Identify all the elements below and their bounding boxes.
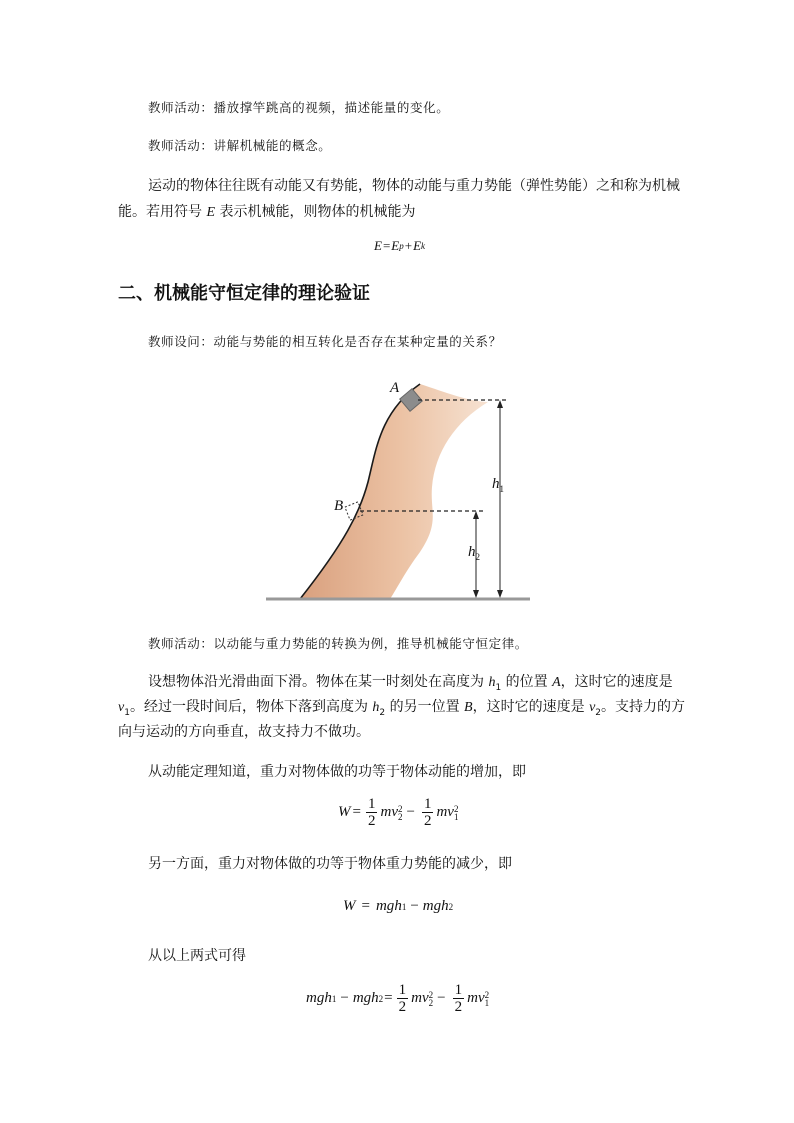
- paragraph-setup-line1: 设想物体沿光滑曲面下滑。物体在某一时刻处在高度为 $h_1$ 的位置 A，这时它的速度是: [148, 674, 673, 693]
- paragraph-definition-line2: 能。若用符号 E 表示机械能，则物体的机械能为: [118, 204, 416, 220]
- label-A: A: [390, 380, 400, 396]
- teacher-activity-concept: 教师活动：讲解机械能的概念。: [148, 138, 332, 153]
- equation-work-potential: W = mg h 1 − mg h 2: [343, 898, 454, 914]
- paragraph-setup-line2: $v_1$。经过一段时间后，物体下落到高度为 $h_2$ 的另一位置 B，这时它的速度是 $v_2$。支持力的方: [118, 699, 686, 718]
- h2-arrow-top: [473, 511, 479, 519]
- equation-work-kinetic: W = $\frac{1}{2}$ m v 2 2 − $\frac{1}{2}$ m v 2 1: [338, 796, 459, 829]
- slope-figure: [260, 372, 540, 608]
- teacher-question: 教师设问：动能与势能的相互转化是否存在某种定量的关系？: [148, 334, 502, 349]
- paragraph-kinetic-theorem: 从动能定理知道，重力对物体做的功等于物体动能的增加，即: [148, 764, 526, 780]
- label-h2: $h_2$: [468, 544, 480, 562]
- h1-arrow-top: [497, 400, 503, 408]
- slope-body: [300, 384, 488, 599]
- label-B: B: [334, 498, 344, 514]
- paragraph-potential-decrease: 另一方面，重力对物体做的功等于物体重力势能的减少，即: [148, 856, 512, 872]
- paragraph-setup-line3: 向与运动的方向垂直，故支持力不做功。: [118, 724, 370, 740]
- teacher-activity-derive: 教师活动：以动能与重力势能的转换为例，推导机械能守恒定律。: [148, 636, 528, 651]
- teacher-activity-video: 教师活动：播放撑竿跳高的视频，描述能量的变化。: [148, 100, 450, 115]
- equation-mechanical-energy: E = E p + E k: [374, 238, 426, 253]
- h2-arrow-bottom: [473, 590, 479, 598]
- paragraph-definition-line1: 运动的物体往往既有动能又有势能，物体的动能与重力势能（弹性势能）之和称为机械: [148, 178, 680, 194]
- section-heading: 二、机械能守恒定律的理论验证: [118, 283, 370, 304]
- label-h1: $h_1$: [492, 476, 504, 494]
- equation-conservation: mg h 1 − mg h 2 = $\frac{1}{2}$ m v 2 2 − $\frac{1}{2}$ m v 2 1: [306, 982, 490, 1015]
- h1-arrow-bottom: [497, 590, 503, 598]
- paragraph-combine: 从以上两式可得: [148, 948, 246, 964]
